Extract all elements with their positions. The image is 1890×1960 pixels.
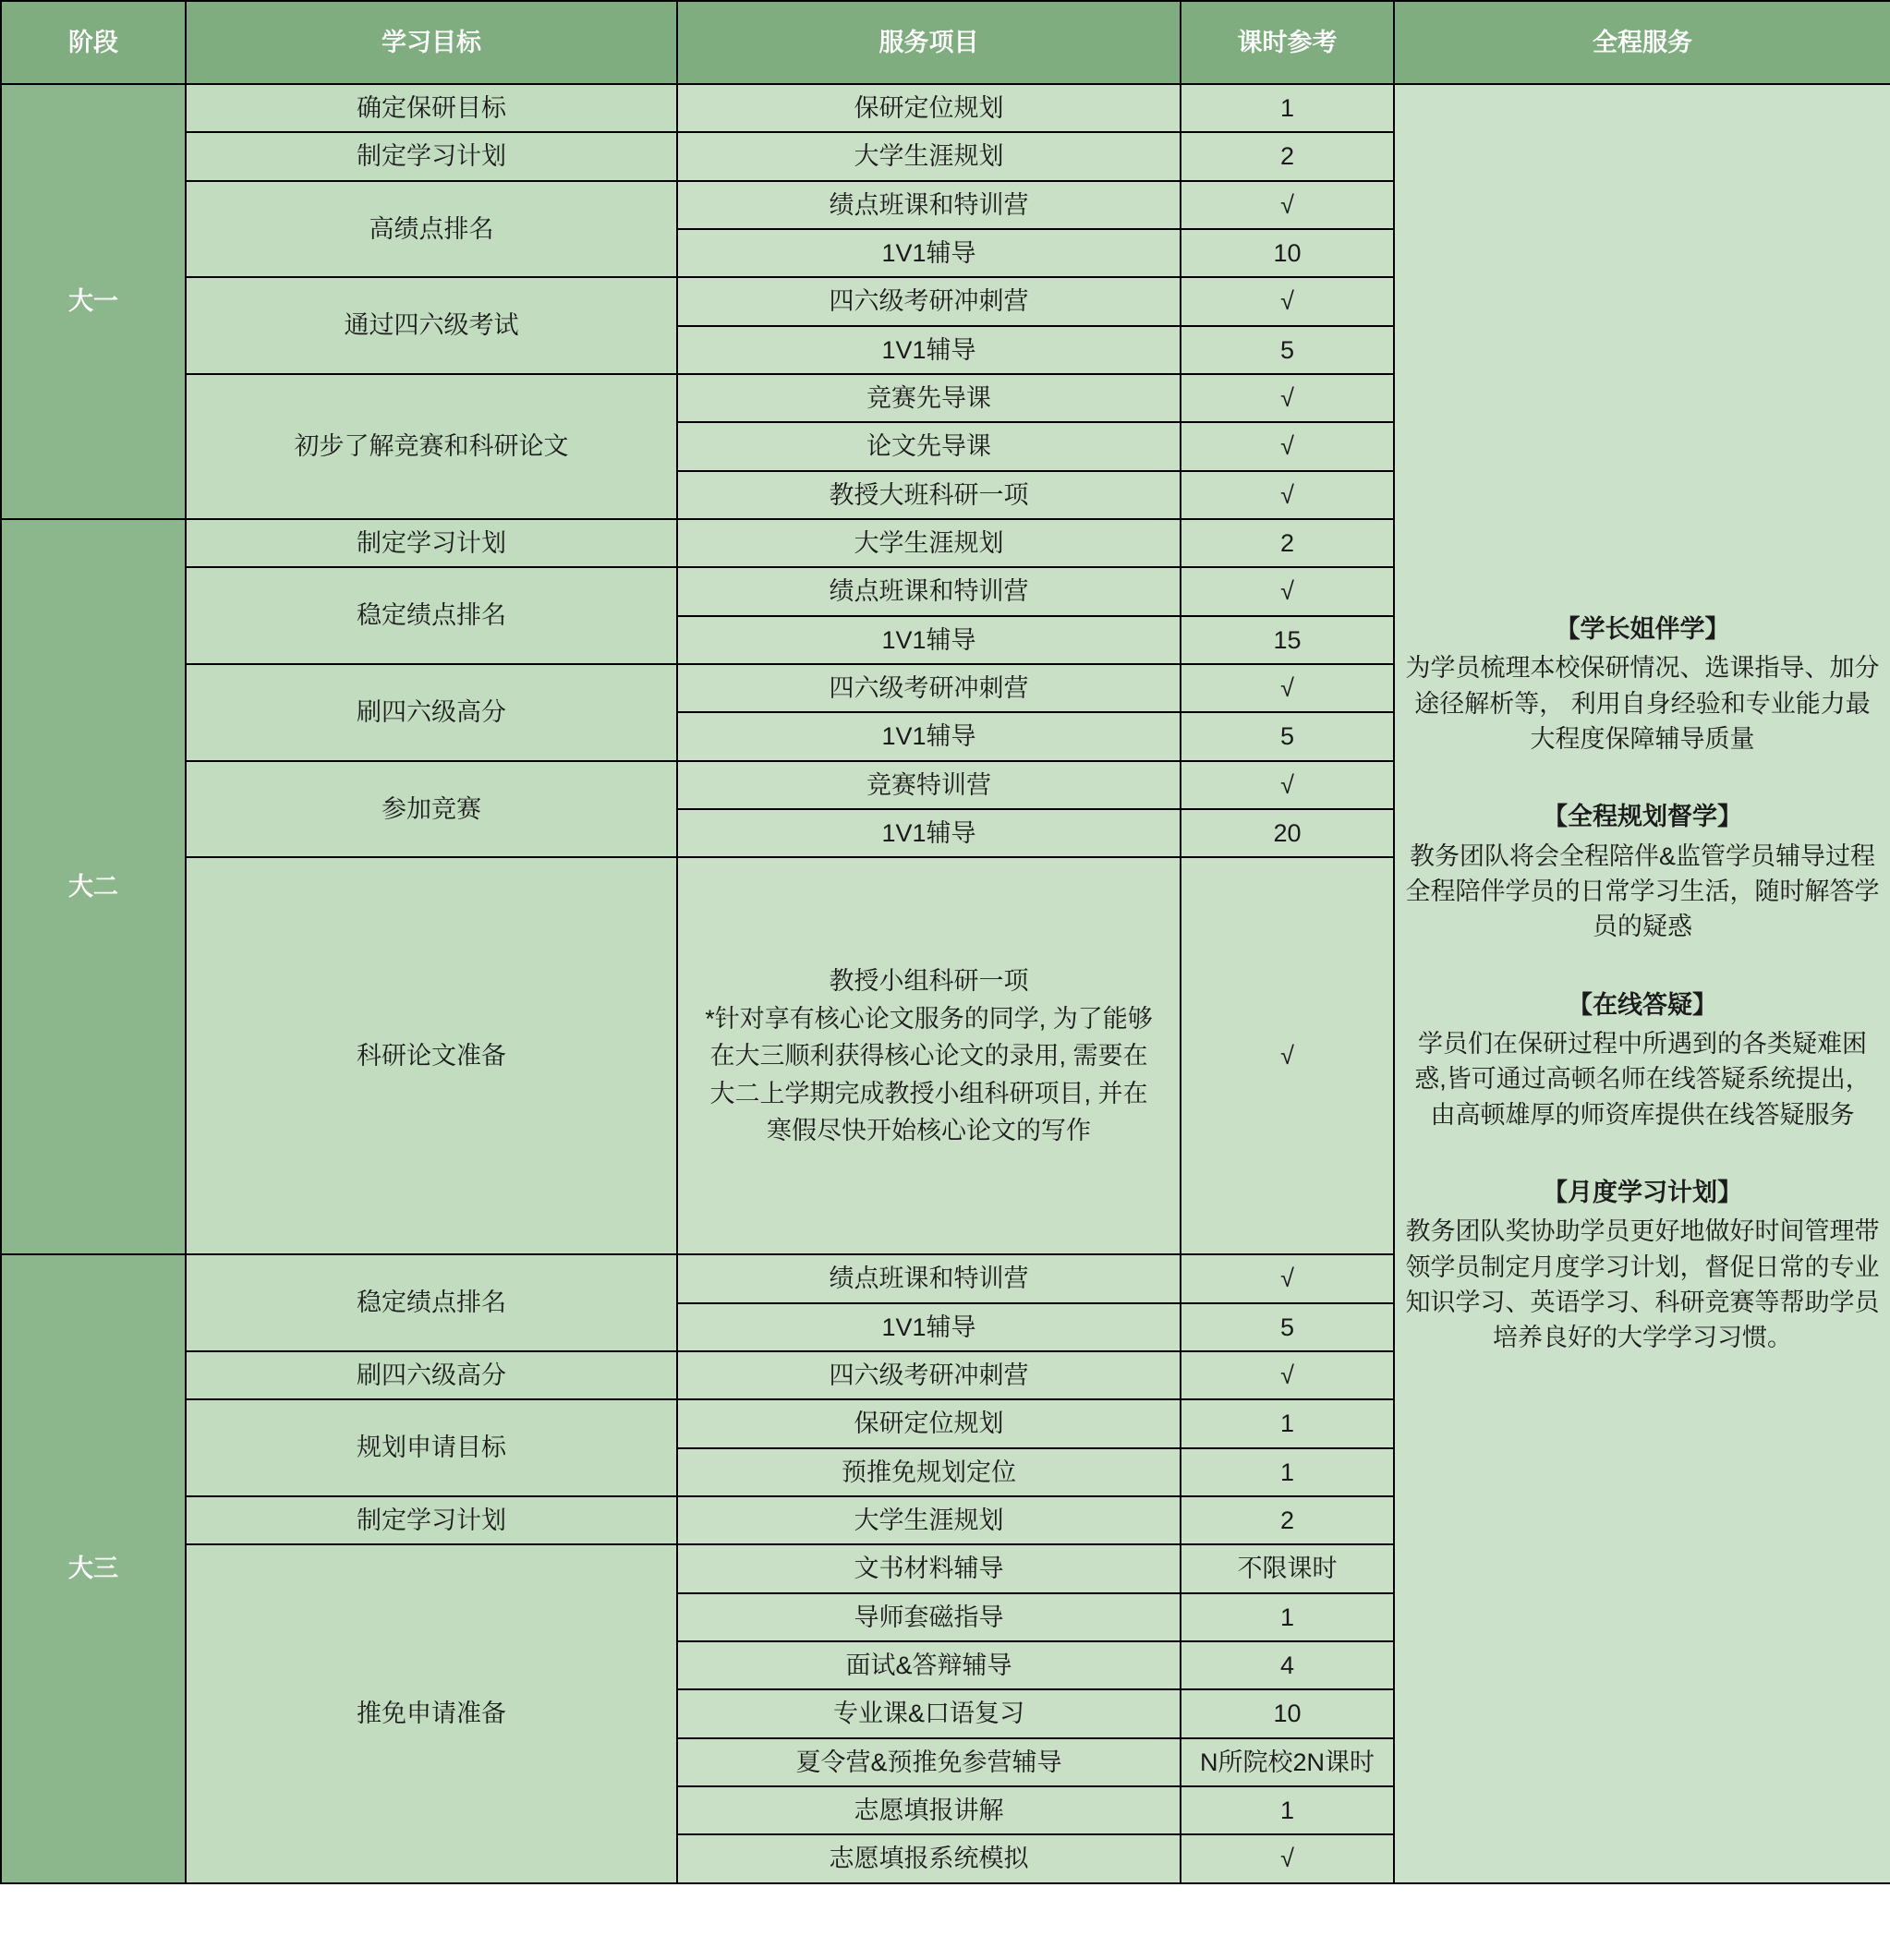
service-item-cell: 专业课&口语复习 bbox=[677, 1689, 1181, 1737]
full-service-body: 为学员梳理本校保研情况、选课指导、加分途径解析等， 利用自身经验和专业能力最大程度保障辅导质量 bbox=[1405, 654, 1880, 753]
hours-cell: 2 bbox=[1181, 519, 1394, 567]
hours-cell: √ bbox=[1181, 664, 1394, 712]
hours-cell: √ bbox=[1181, 422, 1394, 470]
full-service-block bbox=[1404, 611, 1881, 756]
service-item-cell: 保研定位规划 bbox=[677, 84, 1181, 132]
full-service-title: 【全程规划督学】 bbox=[1543, 803, 1742, 831]
goal-cell: 确定保研目标 bbox=[186, 84, 677, 132]
hours-cell: 5 bbox=[1181, 712, 1394, 760]
hours-cell: 1 bbox=[1181, 1593, 1394, 1641]
service-item-cell: 1V1辅导 bbox=[677, 712, 1181, 760]
stage-cell: 大三 bbox=[1, 1254, 186, 1882]
service-item-cell: 1V1辅导 bbox=[677, 326, 1181, 374]
service-item-cell: 绩点班课和特训营 bbox=[677, 567, 1181, 615]
header-goal: 学习目标 bbox=[186, 1, 677, 84]
full-service-title: 【在线答疑】 bbox=[1568, 990, 1717, 1019]
goal-cell: 制定学习计划 bbox=[186, 132, 677, 180]
service-item-cell: 绩点班课和特训营 bbox=[677, 1254, 1181, 1302]
hours-cell: 1 bbox=[1181, 1786, 1394, 1834]
header-full-service: 全程服务 bbox=[1394, 1, 1890, 84]
service-item-cell: 保研定位规划 bbox=[677, 1399, 1181, 1447]
hours-cell: √ bbox=[1181, 181, 1394, 229]
service-item-cell: 大学生涯规划 bbox=[677, 519, 1181, 567]
hours-cell: 5 bbox=[1181, 1303, 1394, 1351]
hours-cell: 15 bbox=[1181, 616, 1394, 664]
full-service-block bbox=[1404, 1175, 1881, 1356]
service-item-cell: 竞赛先导课 bbox=[677, 374, 1181, 422]
goal-cell: 参加竞赛 bbox=[186, 761, 677, 858]
full-service-title: 【学长姐伴学】 bbox=[1555, 614, 1730, 643]
hours-cell: √ bbox=[1181, 277, 1394, 325]
service-item-cell: 志愿填报讲解 bbox=[677, 1786, 1181, 1834]
service-item-cell: 竞赛特训营 bbox=[677, 761, 1181, 809]
goal-cell: 高绩点排名 bbox=[186, 181, 677, 278]
hours-cell: √ bbox=[1181, 567, 1394, 615]
stage-cell: 大一 bbox=[1, 84, 186, 519]
service-item-cell: 大学生涯规划 bbox=[677, 1496, 1181, 1544]
service-item-cell: 四六级考研冲刺营 bbox=[677, 1351, 1181, 1399]
header-hours: 课时参考 bbox=[1181, 1, 1394, 84]
hours-cell: √ bbox=[1181, 761, 1394, 809]
full-service-body: 学员们在保研过程中所遇到的各类疑难困惑,皆可通过高顿名师在线答疑系统提出，由高顿雄厚的师资库提供在线答疑服务 bbox=[1414, 1029, 1871, 1129]
service-item-cell: 1V1辅导 bbox=[677, 809, 1181, 857]
goal-cell: 制定学习计划 bbox=[186, 1496, 677, 1544]
stage-cell: 大二 bbox=[1, 519, 186, 1254]
hours-cell: 10 bbox=[1181, 229, 1394, 277]
service-item-cell: 教授大班科研一项 bbox=[677, 471, 1181, 519]
full-service-body: 教务团队奖协助学员更好地做好时间管理带领学员制定月度学习计划，督促日常的专业知识学习、英语学习、科研竞赛等帮助学员培养良好的大学学习习惯。 bbox=[1405, 1217, 1880, 1352]
goal-cell: 通过四六级考试 bbox=[186, 277, 677, 374]
full-service-cell bbox=[1394, 84, 1890, 1883]
table-row bbox=[1, 84, 1890, 132]
hours-cell: 不限课时 bbox=[1181, 1544, 1394, 1592]
service-item-cell: 志愿填报系统模拟 bbox=[677, 1834, 1181, 1882]
hours-cell: √ bbox=[1181, 374, 1394, 422]
header-stage: 阶段 bbox=[1, 1, 186, 84]
hours-cell: 10 bbox=[1181, 1689, 1394, 1737]
goal-cell: 稳定绩点排名 bbox=[186, 1254, 677, 1351]
goal-cell: 规划申请目标 bbox=[186, 1399, 677, 1496]
service-item-cell: 四六级考研冲刺营 bbox=[677, 277, 1181, 325]
goal-cell: 科研论文准备 bbox=[186, 857, 677, 1254]
hours-cell: 2 bbox=[1181, 1496, 1394, 1544]
hours-cell: √ bbox=[1181, 857, 1394, 1254]
service-item-cell: 大学生涯规划 bbox=[677, 132, 1181, 180]
service-item-cell: 导师套磁指导 bbox=[677, 1593, 1181, 1641]
hours-cell: 20 bbox=[1181, 809, 1394, 857]
full-service-block bbox=[1404, 799, 1881, 944]
full-service-block bbox=[1404, 987, 1881, 1132]
goal-cell: 初步了解竞赛和科研论文 bbox=[186, 374, 677, 519]
full-service-body: 教务团队将会全程陪伴&监管学员辅导过程全程陪伴学员的日常学习生活，随时解答学员的疑惑 bbox=[1405, 841, 1880, 941]
hours-cell: 1 bbox=[1181, 1399, 1394, 1447]
service-item-cell: 论文先导课 bbox=[677, 422, 1181, 470]
service-item-cell: 四六级考研冲刺营 bbox=[677, 664, 1181, 712]
hours-cell: 2 bbox=[1181, 132, 1394, 180]
goal-cell: 制定学习计划 bbox=[186, 519, 677, 567]
goal-cell: 稳定绩点排名 bbox=[186, 567, 677, 664]
hours-cell: 1 bbox=[1181, 84, 1394, 132]
goal-cell: 刷四六级高分 bbox=[186, 1351, 677, 1399]
service-item-cell: 文书材料辅导 bbox=[677, 1544, 1181, 1592]
service-item-cell: 教授小组科研一项 *针对享有核心论文服务的同学, 为了能够在大三顺利获得核心论文的录用, 需要在大二上学期完成教授小组科研项目, 并在寒假尽快开始核心论文的写作 bbox=[677, 857, 1181, 1254]
hours-cell: √ bbox=[1181, 471, 1394, 519]
service-item-cell: 绩点班课和特训营 bbox=[677, 181, 1181, 229]
table-body bbox=[1, 84, 1890, 1883]
service-item-cell: 1V1辅导 bbox=[677, 616, 1181, 664]
hours-cell: √ bbox=[1181, 1834, 1394, 1882]
service-item-cell: 1V1辅导 bbox=[677, 1303, 1181, 1351]
goal-cell: 推免申请准备 bbox=[186, 1544, 677, 1882]
full-service-title: 【月度学习计划】 bbox=[1543, 1178, 1742, 1206]
hours-cell: √ bbox=[1181, 1351, 1394, 1399]
table-header-row bbox=[1, 1, 1890, 84]
service-item-cell: 预推免规划定位 bbox=[677, 1448, 1181, 1496]
service-item-cell: 夏令营&预推免参营辅导 bbox=[677, 1738, 1181, 1786]
goal-cell: 刷四六级高分 bbox=[186, 664, 677, 761]
hours-cell: 4 bbox=[1181, 1641, 1394, 1689]
hours-cell: N所院校2N课时 bbox=[1181, 1738, 1394, 1786]
hours-cell: 1 bbox=[1181, 1448, 1394, 1496]
hours-cell: 5 bbox=[1181, 326, 1394, 374]
service-item-cell: 面试&答辩辅导 bbox=[677, 1641, 1181, 1689]
header-item: 服务项目 bbox=[677, 1, 1181, 84]
service-item-cell: 1V1辅导 bbox=[677, 229, 1181, 277]
hours-cell: √ bbox=[1181, 1254, 1394, 1302]
